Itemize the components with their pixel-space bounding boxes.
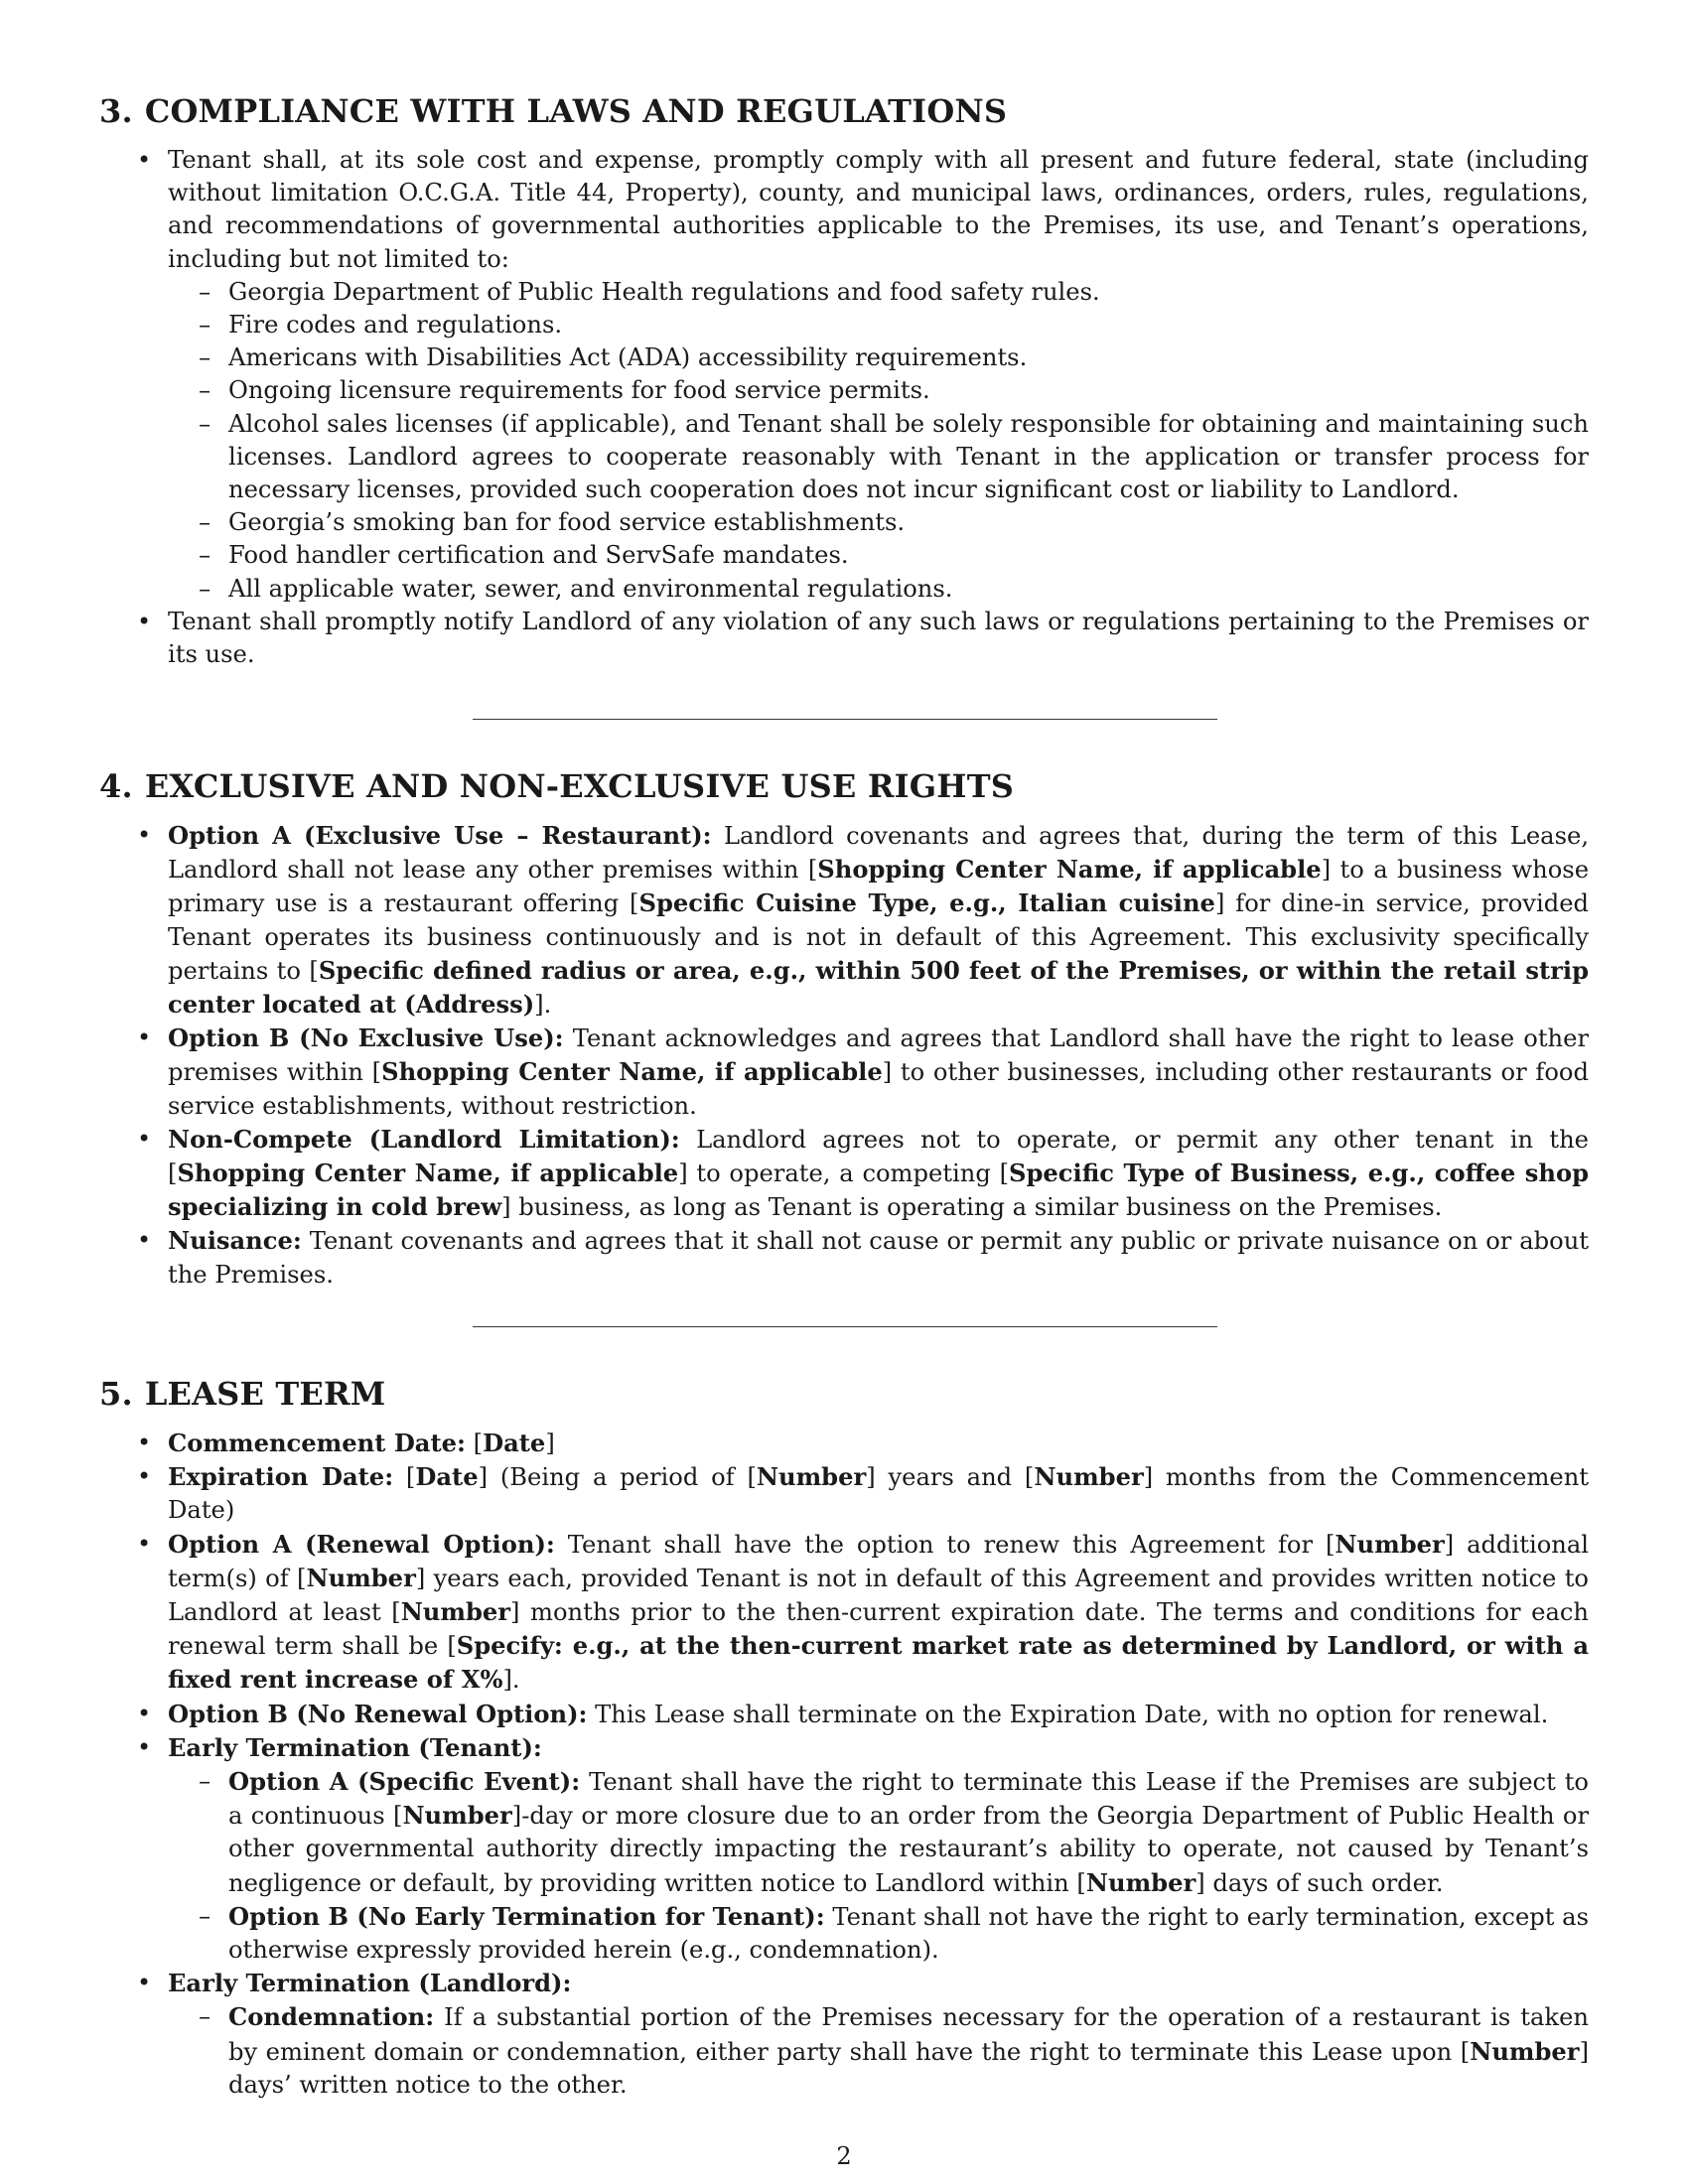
sub-list-item: – Option B (No Early Termination for Tenant): Tenant shall not have the right to early termination, except as otherwise expressly provided herein (e.g., condemnation). [99,1900,1589,1967]
list-item: • Non-Compete (Landlord Limitation): Landlord agrees not to operate, or permit any other tenant in the [Shopping Center Name, if applicable] to operate, a competing [Specific Type of Business, e.g., coffee shop specializing in cold brew] business, as long as Tenant is operating a similar business on the Premises. [99,1123,1589,1225]
list-item: • Tenant shall, at its sole cost and expense, promptly comply with all present and future federal, state (including without limitation O.C.G.A. Title 44, Property), county, and municipal laws, ordinances, orders, rules, regulations, and recommendations of governmental authorities applicable to the Premises, its use, and Tenant’s operations, including but not limited to: – Georgia Department of Public Health regulations and food safety rules. – Fire codes and regulations. – Americans with Disabilities Act (ADA) accessibility requirements. – Ongoing licensure requirements for food service permits. – Alcohol sales licenses (if applicable), and Tenant shall be solely responsible for obtaining and maintaining such licenses. Landlord agrees to cooperate reasonably with Tenant in the application or transfer process for necessary licenses, provided such cooperation does not incur significant cost or liability to Landlord. – Georgia’s smoking ban for food service establishments. – Food handler certification and ServSafe mandates. – All applicable water, sewer, and environmental regulations. [99,144,1589,606]
section-heading: 5. LEASE TERM [99,1375,386,1413]
sub-list [99,276,1589,606]
sub-list-item: – Ongoing licensure requirements for food service permits. [99,374,1589,407]
list-item: • Option B (No Exclusive Use): Tenant acknowledges and agrees that Landlord shall have the right to lease other premises within [Shopping Center Name, if applicable] to other businesses, including other restaurants or food service establishments, without restriction. [99,1022,1589,1123]
bullet-list [99,144,1589,671]
list-item: • Option B (No Renewal Option): This Lease shall terminate on the Expiration Date, with no option for renewal. [99,1698,1589,1731]
sub-list [99,1765,1589,1967]
section-divider [473,1326,1217,1327]
sub-list-item: – Option A (Specific Event): Tenant shall have the right to terminate this Lease if the Premises are subject to a continuous [Number]-day or more closure due to an order from the Georgia Department of Public Health or other governmental authority directly impacting the restaurant’s ability to operate, not caused by Tenant’s negligence or default, by providing written notice to Landlord within [Number] days of such order. [99,1765,1589,1900]
list-item: • Early Termination (Tenant): – Option A (Specific Event): Tenant shall have the right to terminate this Lease if the Premises are subject to a continuous [Number]-day or more closure due to an order from the Georgia Department of Public Health or other governmental authority directly impacting the restaurant’s ability to operate, not caused by Tenant’s negligence or default, by providing written notice to Landlord within [Number] days of such order. – Option B (No Early Termination for Tenant): Tenant shall not have the right to early termination, except as otherwise expressly provided herein (e.g., condemnation). [99,1731,1589,1967]
page-number: 2 [836,2142,852,2170]
section-lease-term [99,1374,1589,2102]
section-heading: 4. EXCLUSIVE AND NON-EXCLUSIVE USE RIGHTS [99,767,1015,805]
section-use-rights [99,766,1589,1292]
list-item: • Nuisance: Tenant covenants and agrees that it shall not cause or permit any public or private nuisance on or about the Premises. [99,1224,1589,1291]
bullet-list [99,819,1589,1292]
section-divider [473,719,1217,720]
sub-list-item: – Food handler certification and ServSafe mandates. [99,539,1589,572]
sub-list-item: – Fire codes and regulations. [99,309,1589,341]
list-item: • Commencement Date: [Date] [99,1427,1589,1460]
list-item: • Early Termination (Landlord): – Condemnation: If a substantial portion of the Premises necessary for the operation of a restaurant is taken by eminent domain or condemnation, either party shall have the right to terminate this Lease upon [Number] days’ written notice to the other. [99,1967,1589,2102]
sub-list-item: – Condemnation: If a substantial portion of the Premises necessary for the operation of a restaurant is taken by eminent domain or condemnation, either party shall have the right to terminate this Lease upon [Number] days’ written notice to the other. [99,2000,1589,2102]
sub-list [99,2000,1589,2102]
sub-list-item: – Georgia Department of Public Health regulations and food safety rules. [99,276,1589,309]
section-heading: 3. COMPLIANCE WITH LAWS AND REGULATIONS [99,92,1008,130]
list-item: • Option A (Renewal Option): Tenant shall have the option to renew this Agreement for [Number] additional term(s) of [Number] years each, provided Tenant is not in default of this Agreement and provides written notice to Landlord at least [Number] months prior to the then-current expiration date. The terms and conditions for each renewal term shall be [Specify: e.g., at the then-current market rate as determined by Landlord, or with a fixed rent increase of X%]. [99,1528,1589,1698]
list-item: • Expiration Date: [Date] (Being a period of [Number] years and [Number] months from the Commencement Date) [99,1460,1589,1527]
bullet-list [99,1427,1589,2102]
sub-list-item: – All applicable water, sewer, and environmental regulations. [99,573,1589,606]
sub-list-item: – Georgia’s smoking ban for food service establishments. [99,506,1589,539]
sub-list-item: – Americans with Disabilities Act (ADA) accessibility requirements. [99,341,1589,374]
section-compliance [99,91,1589,671]
list-item: • Tenant shall promptly notify Landlord of any violation of any such laws or regulations pertaining to the Premises or its use. [99,606,1589,671]
list-item: • Option A (Exclusive Use – Restaurant): Landlord covenants and agrees that, during the term of this Lease, Landlord shall not lease any other premises within [Shopping Center Name, if applicable] to a business whose primary use is a restaurant offering [Specific Cuisine Type, e.g., Italian cuisine] for dine-in service, provided Tenant operates its business continuously and is not in default of this Agreement. This exclusivity specifically pertains to [Specific defined radius or area, e.g., within 500 feet of the Premises, or within the retail strip center located at (Address)]. [99,819,1589,1022]
sub-list-item: – Alcohol sales licenses (if applicable), and Tenant shall be solely responsible for obtaining and maintaining such licenses. Landlord agrees to cooperate reasonably with Tenant in the application or transfer process for necessary licenses, provided such cooperation does not incur significant cost or liability to Landlord. [99,408,1589,507]
